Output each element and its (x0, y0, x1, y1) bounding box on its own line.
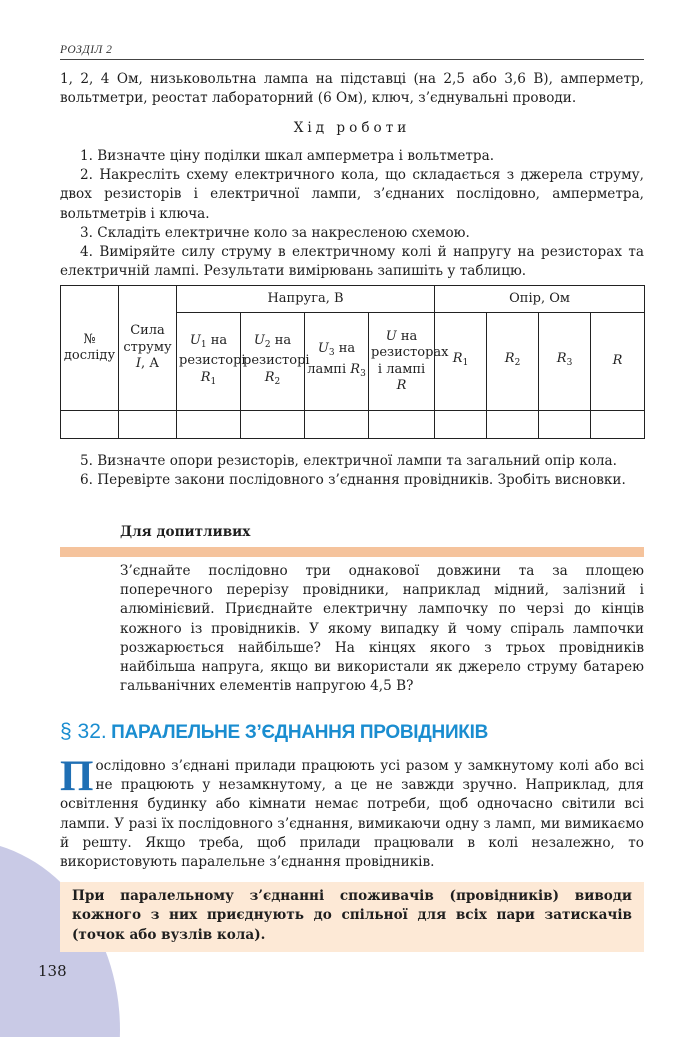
curious-divider (60, 547, 644, 557)
results-table (60, 285, 645, 439)
header-current (119, 286, 177, 411)
procedure-steps-after (60, 452, 644, 490)
table-cell (241, 411, 305, 439)
header-r2: $R_2$ (487, 313, 539, 411)
table-cell (369, 411, 435, 439)
table-cell (591, 411, 645, 439)
procedure-heading: Хід роботи (293, 120, 411, 136)
section-number: § 32. (60, 720, 107, 743)
step-2: 2. Накресліть схему електричного кола, що складається з джерела струму, двох резисторів і електричної лампи, з’єднаних послідовно, амперметра, вольтметрів і ключа. (60, 167, 644, 222)
table-row (61, 411, 645, 439)
section-body (60, 753, 644, 872)
procedure-steps (60, 147, 644, 281)
running-header: РОЗДІЛ 2 (60, 44, 644, 60)
table-cell (487, 411, 539, 439)
table-cell (61, 411, 119, 439)
header-resistance-group: Опір, Ом (435, 286, 645, 313)
step-6: 6. Перевірте закони послідовного з’єднання провідників. Зробіть висновки. (80, 472, 626, 489)
table-cell (435, 411, 487, 439)
header-r-total: R (591, 313, 645, 411)
header-r3: $R_3$ (539, 313, 591, 411)
header-r1: $R_1$ (435, 313, 487, 411)
step-5: 5. Визначте опори резисторів, електричної лампи та загальний опір кола. (80, 453, 617, 469)
header-u1: $U_1$ на резисторі $R_1$ (177, 313, 241, 411)
header-voltage-group: Напруга, В (177, 286, 435, 313)
curious-title: Для допитливих (120, 524, 251, 540)
table-cell (539, 411, 591, 439)
curious-text: З’єднайте послідовно три однакової довжини та за площею поперечного перерізу провідники, наприклад мідний, залізний і алюмінієвий. Приєднайте електричну лампочку по черзі до кінців кожного із провідників. У якому випадку й чому спіраль лампочки розжарюється найбільше? На кінцях якого з трьох провідників найбільша напруга, якщо ви використали як джерело струму батарею гальванічних елементів напругою 4,5 В? (120, 563, 644, 695)
header-current-unit: , А (141, 356, 160, 372)
table-cell (305, 411, 369, 439)
header-current-label: Сила струму (123, 323, 172, 355)
header-u3: $U_3$ на лампі $R_3$ (305, 313, 369, 411)
definition-box: При паралельному з’єднанні споживачів (провідників) виводи кожного з них приєднують до спільної для всіх пари затискачів (точок або вузлів кола). (60, 882, 644, 952)
section-body-text: ослідовно з’єднані прилади працюють усі разом у замкнутому колі або всі не працюють у незамкнутому, а це не завжди зручно. Наприклад, для освітлення будинку або кімнати немає потреби, щоб одночасно світили всі лампи. У разі їх послідовного з’єднання, вимикаючи одну з ламп, ми вимикаємо й решту. Якщо треба, щоб прилади працювали в колі незалежно, то використовують паралельне з’єднання провідників. (60, 758, 644, 871)
step-3: 3. Складіть електричне коло за накресленою схемою. (80, 224, 470, 241)
table-cell (119, 411, 177, 439)
drop-cap: П (60, 753, 94, 800)
table-cell (177, 411, 241, 439)
header-u-total: U на резисторах і лампі R (369, 313, 435, 411)
header-current-symbol: I (135, 356, 141, 372)
header-u2: $U_2$ на резисторі $R_2$ (241, 313, 305, 411)
section-title: ПАРАЛЕЛЬНЕ З’ЄДНАННЯ ПРОВІДНИКІВ (111, 722, 488, 743)
equipment-list: 1, 2, 4 Ом, низьковольтна лампа на підставці (на 2,5 або 3,6 В), амперметр, вольтметри, реостат лабораторний (6 Ом), ключ, з’єднувальні проводи. (60, 71, 644, 107)
page-number: 138 (38, 962, 67, 980)
header-experiment-no: № досліду (61, 286, 119, 411)
step-4: 4. Виміряйте силу струму в електричному колі й напругу на резисторах та електричній лампі. Результати вимірювань запишіть у таблицю. (60, 244, 644, 280)
section-heading (60, 720, 660, 744)
step-1: 1. Визначте ціну поділки шкал амперметра і вольтметра. (80, 148, 495, 164)
